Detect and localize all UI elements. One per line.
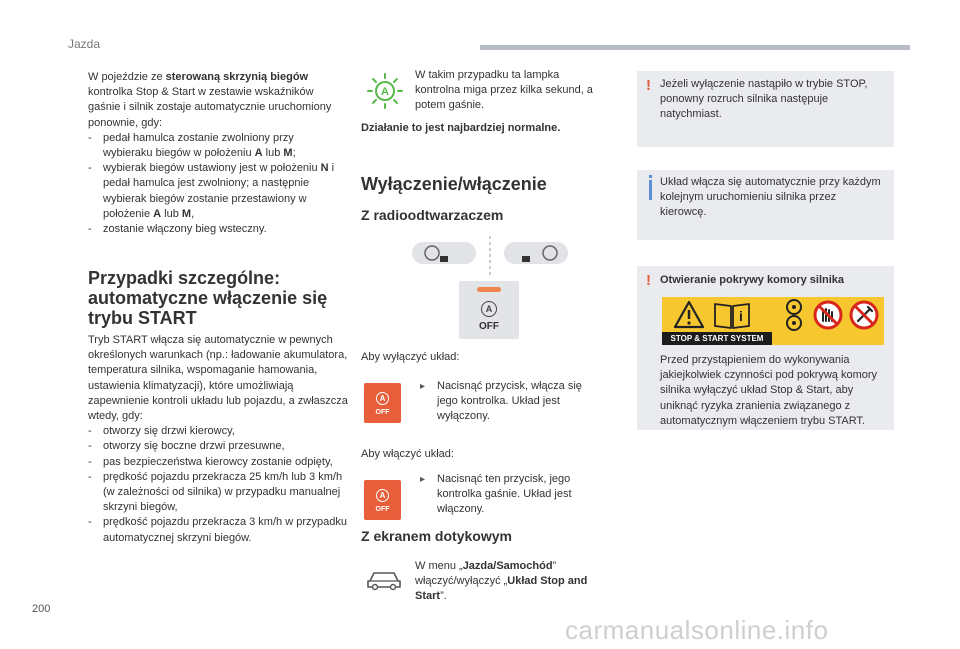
restart-conditions-list [88,131,346,237]
warning-icon: ! [646,77,651,94]
section-header: Jazda [68,37,101,51]
watermark: carmanualsonline.info [565,615,829,645]
button-indicator-led [477,287,501,292]
sticker-label: STOP & START SYSTEM [662,332,772,345]
intro-bold: sterowaną skrzynią biegów [165,71,309,83]
header-bar [480,45,910,50]
info-text: Układ włącza się automatycznie przy każdym kolejnym uruchomieniu silnika przez kierowcę. [660,176,881,219]
off-label: OFF [375,506,390,513]
special-cases-section [88,268,353,328]
column-1 [88,70,346,237]
intro-paragraph [88,70,346,131]
special-cases-body [88,333,350,546]
auto-a-icon: A [376,489,389,502]
stop-start-off-button[interactable] [459,281,519,339]
svg-text:A: A [381,86,389,98]
bullet-icon: ▸ [420,474,426,485]
bonnet-title: Otwieranie pokrywy komory silnika [660,274,845,286]
special-cases-title: Przypadki szczególne: automatyczne włączenie się trybu START [88,268,328,328]
list-item: - wybierak biegów ustawiony jest w położeniu N i pedał hamulca jest zwolniony; a następnie wybierak biegów zostanie przestawiony w położenie A lub M, [88,161,346,222]
manual-book-icon [712,300,752,330]
car-icon [364,566,404,592]
engine-belt-icon [780,297,808,333]
off-label: OFF [375,409,390,416]
off-button-icon [364,480,401,520]
intro-rest: kontrolka Stop & Start w zestawie wskaźników gaśnie i silnik zostaje automatycznie uruchomiony ponownie, gdy: [88,86,332,129]
enable-label: Aby włączyć układ: [361,448,454,460]
warning-triangle-icon [673,299,705,331]
touchscreen-subtitle: Z ekranem dotykowym [361,528,512,544]
no-tools-icon [848,299,880,331]
special-cases-text: Tryb START włącza się automatycznie w pewnych określonych warunkach (np.: ładowanie akumulatora, temperatura silnika, wspomaganie hamowania, ustawienia klimatyzacji), które umożliwiają zapewnienie kontroli układu lub pojazdu, a zwłaszcza wtedy, gdy: [88,334,348,423]
normal-operation-note: Działanie to jest najbardziej normalne. [361,122,561,134]
auto-a-letter: A [485,304,493,314]
enable-text: Nacisnąć ten przycisk, jego kontrolka gaśnie. Układ jest włączony. [437,473,572,516]
list-item: - otworzy się boczne drzwi przesuwne, [88,439,350,454]
section-title: Wyłączenie/włączenie [361,174,547,194]
off-button-lit-icon [364,383,401,423]
list-item: - pas bezpieczeństwa kierowcy zostanie odpięty, [88,455,350,470]
stop-start-warning-sticker [662,297,884,345]
no-hands-icon [812,299,844,331]
list-item: - otworzy się drzwi kierowcy, [88,424,350,439]
list-item: - prędkość pojazdu przekracza 25 km/h lub 3 km/h (w zależności od silnika) w przypadku manualnej skrzyni biegów, [88,470,350,516]
info-icon [649,180,652,200]
intro-text: W pojeździe ze [88,71,166,83]
svg-text:i: i [739,308,743,324]
bullet-icon: ▸ [420,381,426,392]
warning-icon: ! [646,272,651,289]
list-item: - pedał hamulca zostanie zwolniony przy wybieraku biegów w położeniu A lub M; [88,131,346,161]
bonnet-text: Przed przystąpieniem do wykonywania jakiejkolwiek czynności pod pokrywą komory silnika wyłączyć układ Stop & Start, aby uniknąć ryzyka zranienia związanego z automatycznym włączeniem trybu START. [660,354,878,427]
lamp-text: W takim przypadku ta lampka kontrolna miga przez kilka sekund, a potem gaśnie. [415,69,593,112]
dashboard-illustration [410,236,570,278]
radio-subtitle: Z radioodtwarzaczem [361,207,504,223]
warning-text: Jeżeli wyłączenie nastąpiło w trybie STOP, ponowny rozruch silnika następuje natychmiast. [660,78,868,121]
disable-text: Nacisnąć przycisk, włącza się jego kontrolka. Układ jest wyłączony. [437,380,582,423]
list-item: - zostanie włączony bieg wsteczny. [88,222,346,237]
auto-a-icon [481,301,497,317]
disable-label: Aby wyłączyć układ: [361,351,460,363]
special-cases-list [88,424,350,546]
info-box-auto-enable [637,170,894,240]
warning-box-bonnet [637,266,894,430]
warning-box-stop-mode [637,71,894,147]
auto-a-icon: A [376,392,389,405]
list-item: - prędkość pojazdu przekracza 3 km/h w przypadku automatycznej skrzyni biegów. [88,515,350,545]
stop-start-green-lamp-icon [366,72,404,110]
off-label: OFF [479,321,499,332]
touchscreen-text: W menu „Jazda/Samochód” włączyć/wyłączyć „Układ Stop and Start”. [415,560,588,603]
page-number: 200 [32,603,51,615]
